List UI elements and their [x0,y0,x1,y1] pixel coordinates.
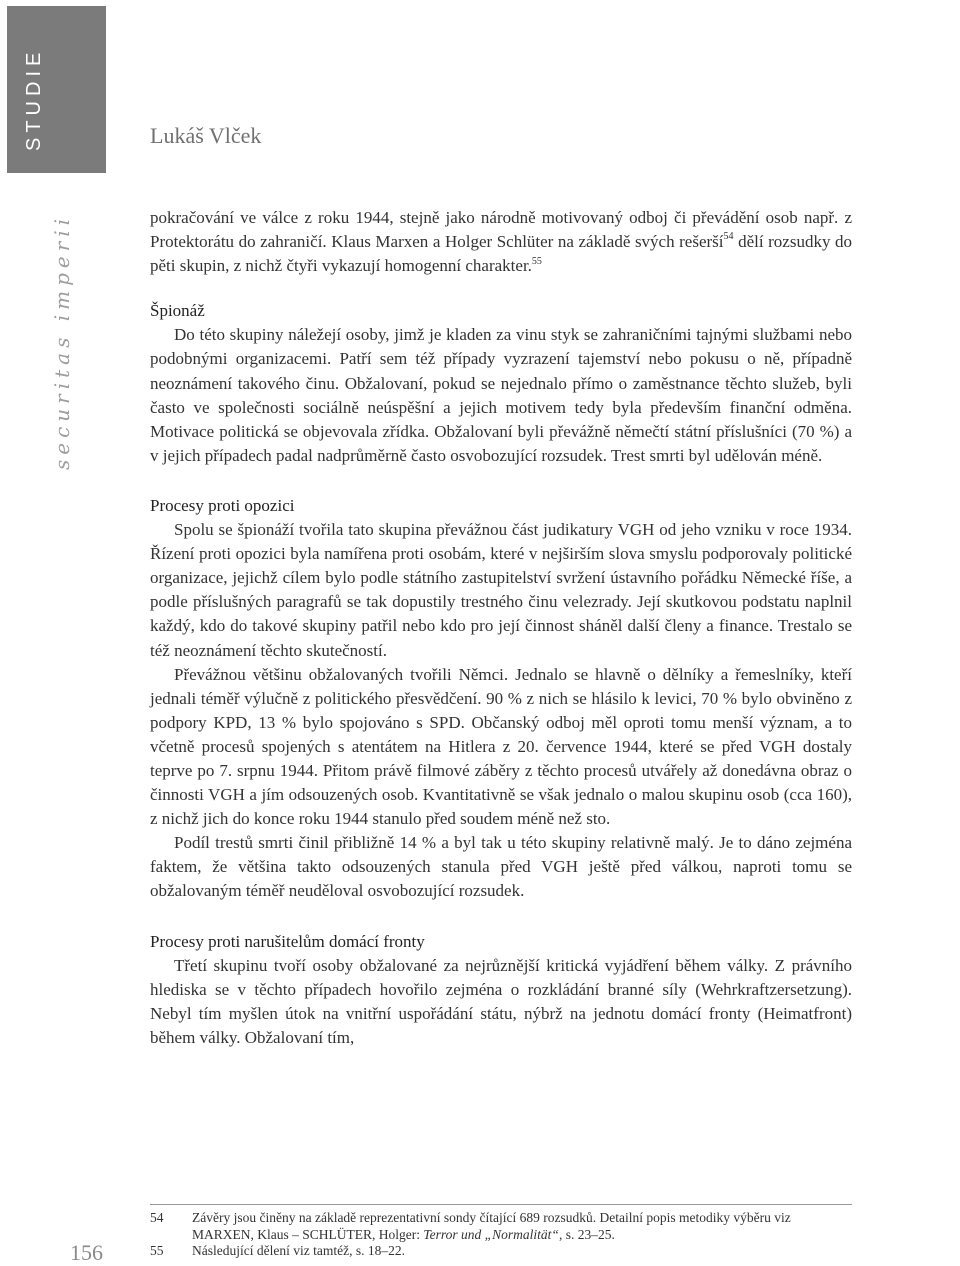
paragraph-spionaz: Do této skupiny náležejí osoby, jimž je kladen za vinu styk se zahraničními tajnými službami nebo podobnými organizacemi. Patří sem též případy vyzrazení tajemství nebo pokusu o ně, případně neoznámení takového činu. Obžalovaní, pokud se nejednalo přímo o zaměstnance těchto služeb, byli často ve společnosti sociálně neúspěšní a jejich motivem tedy byla především finanční odměna. Motivace politická se objevovala zřídka. Obžalovaní byli převážně němečtí státní příslušníci (70 %) a v jejich případech padal nadprůměrně často osvobozující rozsudek. Trest smrti byl udělován méně. [150,325,852,465]
footnote-54 [150,1210,852,1243]
section-heading-spionaz: Špionáž [150,301,205,321]
footnote-text [192,1210,852,1243]
footnote-ref-55[interactable]: 55 [531,255,542,267]
section-heading-fronta: Procesy proti narušitelům domácí fronty [150,931,425,951]
footnote-number: 55 [150,1243,164,1258]
paragraph-continuation [150,206,852,278]
running-header-author: Lukáš Vlček [150,123,262,148]
footnote-text: Následující dělení viz tamtéž, s. 18–22. [192,1243,405,1258]
footnote-title-italic: Terror und „Normalität“ [423,1226,559,1242]
paragraph-text-b: dělí rozsudky do pěti skupin, z nichž čtyři vykazují homogenní charakter. [150,232,852,276]
paragraph-opozice-2: Převážnou většinu obžalovaných tvořili Němci. Jednalo se hlavně o dělníky a řemeslníky, kteří jednali téměř výlučně z politického přesvědčení. 90 % z nich se hlásilo k levici, 70 % bylo obviněno z podpory KPD, 13 % bylo spojováno s SPD. Občanský odboj měl oproti tomu menší význam, a to včetně procesů spojených s atentátem na Hitlera z 20. července 1944, které se před VGH dostaly teprve po 7. srpnu 1944. Přitom právě filmové záběry z těchto procesů utvářely až donedávna obraz o činnosti VGH a jím odsouzených osob. Kvantitativně se však jednalo o malou skupinu osob (cca 160), z nichž jich do konce roku 1944 stanulo před soudem méně než sto. [150,664,852,829]
paragraph-text-a: pokračování ve válce z roku 1944, stejně jako národně motivovaný odboj či převádění osob např. z Protektorátu do zahraničí. Klaus Marxen a Holger Schlüter na základě svých rešerší [150,208,852,252]
paragraph-fronta: Třetí skupinu tvoří osoby obžalované za nejrůznější kritická vyjádření během války. Z právního hlediska se v těchto případech hovořilo zejména o rozkládání branné síly (Wehrkraftzersetzung). Nebyl tím myšlen útok na vnitřní uspořádání státu, nýbrž na jednotu domácí fronty (Heimatfront) během války. Obžalovaní tím, [150,955,852,1047]
page-number: 156 [70,1240,103,1265]
journal-name: securitas imperii [50,213,74,470]
paragraph-opozice-1: Spolu se špionáží tvořila tato skupina převážnou část judikatury VGH od jeho vzniku v roce 1934. Řízení proti opozici byla namířena proti osobám, které v nejširším slova smyslu podporovaly politické organizace, jejichž cílem bylo podle státního zastupitelství svržení ústavního pořádku Německé říše, a podle příslušných paragrafů se tak dopustily trestného činu velezrady. Její skutkovou podstatu naplnil každý, kdo do takové skupiny patřil nebo kdo pro její činnost sháněl další členy a finance. Trestalo se též neoznámení těchto skutečností. [150,520,852,660]
footnote-text-a: Závěry jsou činěny na základě reprezentativní sondy čítající 689 rozsudků. Detailní popis metodiky výběru viz MARXEN, Klaus – SCHLÜTER, Holger: [192,1210,791,1242]
footnote-divider [150,1204,852,1205]
section-tab [7,6,106,173]
footnote-ref-54[interactable]: 54 [723,231,734,243]
footnote-text-b: , s. 23–25. [558,1226,615,1242]
footnote-55 [150,1243,852,1260]
section-heading-opozice: Procesy proti opozici [150,495,295,515]
footnote-number: 54 [150,1210,164,1225]
article-body [150,206,852,1050]
section-tab-label: STUDIE [23,47,45,151]
footnotes [150,1210,852,1260]
paragraph-opozice-3: Podíl trestů smrti činil přibližně 14 % a byl tak u této skupiny relativně malý. Je to dáno zejména faktem, že většina takto odsouzených stanula před VGH ještě před válkou, naproti tomu se obžalovaným téměř neuděloval osvobozující rozsudek. [150,833,852,901]
